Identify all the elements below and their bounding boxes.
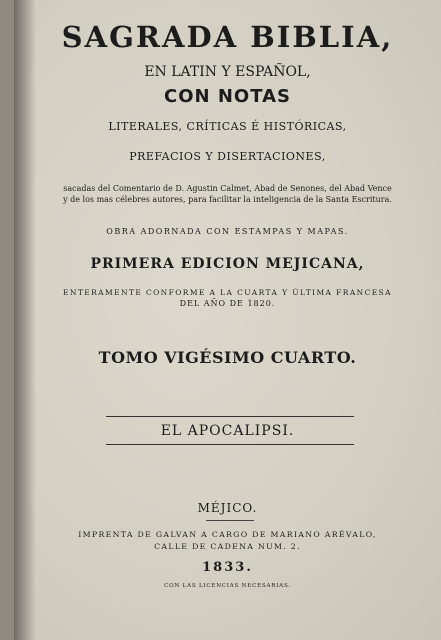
imprint-street: CALLE DE CADENA NUM. 2.: [154, 542, 301, 551]
imprint-printer: IMPRENTA DE GALVAN A CARGO DE MARIANO ARÉVALO,: [78, 530, 377, 539]
conform-line-1: ENTERAMENTE CONFORME A LA CUARTA Y ÚLTIMA FRANCESA: [63, 288, 392, 297]
conform-line-2: DEL AÑO DE 1820.: [179, 299, 276, 308]
edition-heading: PRIMERA EDICION MEJICANA,: [90, 256, 365, 272]
licenses-note: CON LAS LICENCIAS NECESARIAS.: [164, 583, 291, 589]
imprint-year: 1833.: [202, 560, 253, 575]
book-title: SAGRADA BIBLIA,: [61, 20, 394, 54]
imprint-city: MÉJICO.: [197, 501, 258, 515]
language-subtitle: EN LATIN Y ESPAÑOL,: [144, 64, 311, 80]
top-rule: [106, 416, 354, 417]
book-name: EL APOCALIPSI.: [160, 423, 295, 439]
city-rule: [206, 520, 254, 521]
adorned-note: OBRA ADORNADA CON ESTAMPAS Y MAPAS.: [106, 227, 349, 236]
derivation-line-1: sacadas del Comentario de D. Agustin Calmet, Abad de Senones, del Abad Vence: [63, 184, 392, 193]
title-page: [14, 0, 441, 640]
prefaces-line: PREFACIOS Y DISERTACIONES,: [129, 150, 326, 163]
notes-description: LITERALES, CRÍTICAS É HISTÓRICAS,: [108, 120, 347, 133]
bottom-rule: [106, 444, 354, 445]
volume-heading: TOMO VIGÉSIMO CUARTO.: [98, 348, 357, 367]
derivation-line-2: y de los mas célebres autores, para facilitar la inteligencia de la Santa Escritura.: [63, 195, 392, 204]
notes-heading: CON NOTAS: [164, 86, 291, 107]
